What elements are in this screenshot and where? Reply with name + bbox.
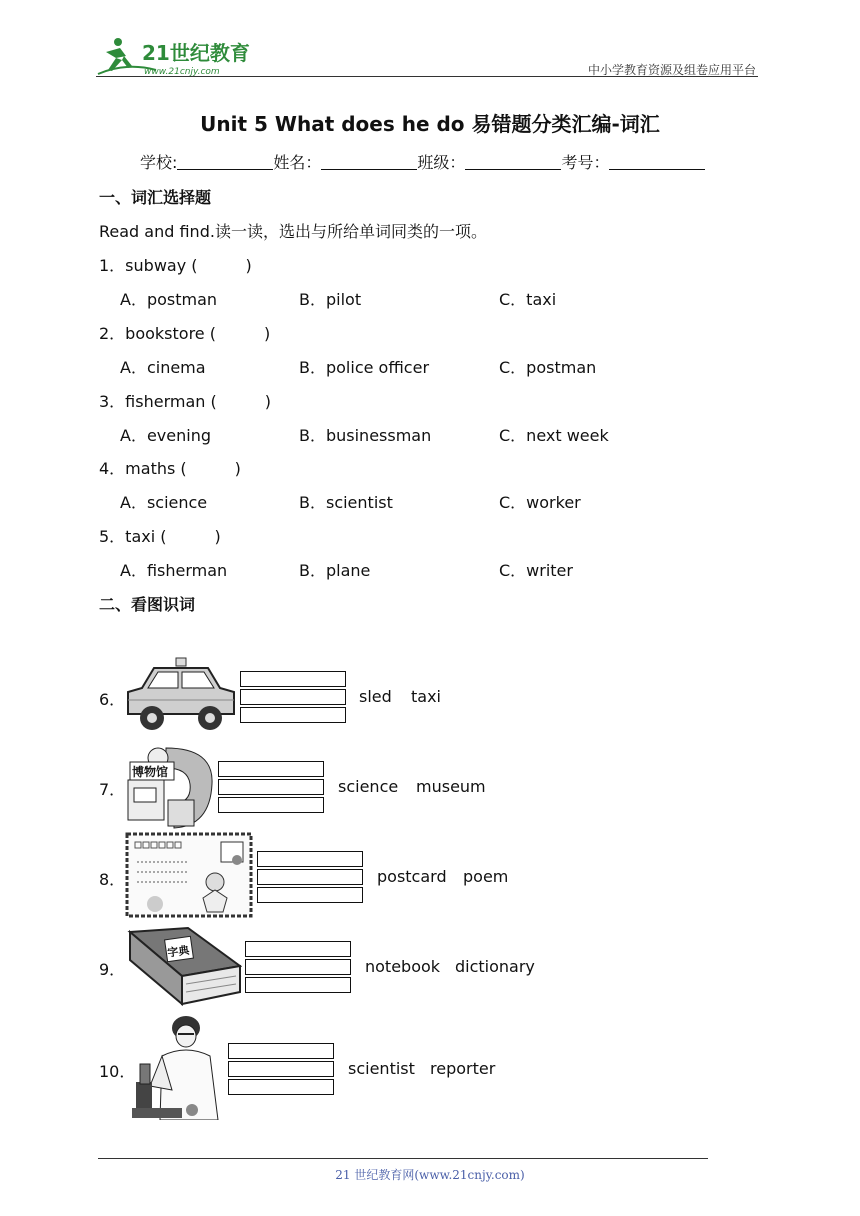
option-a[interactable]: A．science: [120, 493, 208, 512]
svg-text:www.21cnjy.com: www.21cnjy.com: [144, 67, 220, 77]
option-b[interactable]: B．pilot: [299, 290, 362, 309]
word-choice-2: dictionary: [455, 957, 535, 976]
word-choice-2: poem: [463, 867, 509, 886]
answer-boxes[interactable]: [240, 671, 346, 725]
svg-text:21世纪教育: 21世纪教育: [142, 41, 250, 65]
header-platform-text: 中小学教育资源及组卷应用平台: [587, 63, 756, 77]
option-c[interactable]: C．writer: [499, 561, 573, 580]
option-a[interactable]: A．fisherman: [120, 561, 228, 580]
question-stem: 5．taxi ( ): [99, 527, 221, 546]
school-label: 学校:: [140, 153, 178, 172]
option-a[interactable]: A．evening: [120, 426, 211, 445]
item-number: 10．: [99, 1062, 136, 1081]
option-c[interactable]: C．worker: [499, 493, 581, 512]
option-a[interactable]: A．postman: [120, 290, 218, 309]
dictionary-image: [126, 926, 242, 1008]
name-blank[interactable]: [321, 153, 417, 170]
museum-image: [126, 744, 216, 830]
option-c[interactable]: C．taxi: [499, 290, 557, 309]
taxi-image: [124, 656, 238, 736]
section2-heading: 二、看图识词: [99, 595, 196, 614]
word-choice-1: scientist: [348, 1059, 415, 1078]
question-stem: 3．fisherman ( ): [99, 392, 271, 411]
word-choice-2: reporter: [430, 1059, 496, 1078]
class-label: 班级：: [417, 153, 466, 172]
word-choice-2: museum: [416, 777, 486, 796]
item-number: 6．: [99, 690, 126, 709]
scientist-image: [132, 1012, 226, 1120]
option-b[interactable]: B．businessman: [299, 426, 432, 445]
question-stem: 4．maths ( ): [99, 459, 241, 478]
question-stem: 1．subway ( ): [99, 256, 252, 275]
number-label: 考号：: [561, 153, 610, 172]
name-label: 姓名：: [273, 153, 322, 172]
option-c[interactable]: C．postman: [499, 358, 597, 377]
student-info-line: [140, 150, 705, 173]
item-number: 8．: [99, 870, 126, 889]
class-blank[interactable]: [465, 153, 561, 170]
footer-divider: [98, 1158, 708, 1159]
answer-boxes[interactable]: [218, 761, 324, 815]
number-blank[interactable]: [609, 153, 705, 170]
word-choice-1: postcard: [377, 867, 447, 886]
school-blank[interactable]: [177, 153, 273, 170]
option-b[interactable]: B．scientist: [299, 493, 393, 512]
footer-text: 21 世纪教育网(www.21cnjy.com): [335, 1168, 525, 1182]
site-logo: [96, 34, 266, 78]
option-b[interactable]: B．plane: [299, 561, 371, 580]
item-number: 9．: [99, 960, 126, 979]
item-number: 7．: [99, 780, 126, 799]
answer-boxes[interactable]: [257, 851, 363, 905]
question-stem: 2．bookstore ( ): [99, 324, 271, 343]
svg-text:博物馆: 博物馆: [132, 765, 169, 779]
page-title: Unit 5 What does he do 易错题分类汇编-词汇: [200, 112, 660, 136]
word-choice-2: taxi: [411, 687, 441, 706]
word-choice-1: notebook: [365, 957, 441, 976]
section1-instruction: Read and find.读一读，选出与所给单词同类的一项。: [99, 222, 487, 241]
word-choice-1: science: [338, 777, 399, 796]
option-a[interactable]: A．cinema: [120, 358, 206, 377]
word-choice-1: sled: [359, 687, 392, 706]
answer-boxes[interactable]: [228, 1043, 334, 1097]
option-b[interactable]: B．police officer: [299, 358, 430, 377]
answer-boxes[interactable]: [245, 941, 351, 995]
svg-text:字典: 字典: [166, 943, 191, 960]
option-c[interactable]: C．next week: [499, 426, 609, 445]
postcard-image: [125, 832, 253, 918]
section1-heading: 一、词汇选择题: [99, 188, 212, 207]
header-divider: [96, 76, 758, 77]
